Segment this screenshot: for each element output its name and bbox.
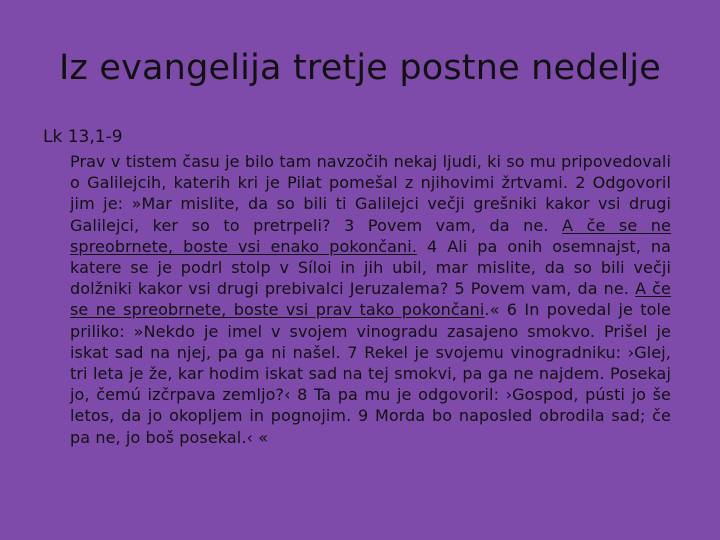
passage-segment-underlined: A če se ne spreobrnete, boste vsi enako pokončani. bbox=[70, 215, 671, 256]
passage-segment-underlined: A če se ne spreobrnete, boste vsi prav tako pokončani bbox=[70, 279, 671, 320]
passage-segment: 4 Ali pa onih osemnajst, na katere se je podrl stolp v Síloi in jih ubil, mar mislite, da so bili večji dolžniki kakor vsi drugi prebivalci Jeruzalema? 5 Povem vam, da ne. bbox=[70, 236, 671, 299]
scripture-reference: Lk 13,1-9 bbox=[43, 127, 123, 147]
scripture-passage bbox=[70, 151, 671, 448]
passage-segment: .« 6 In povedal je tole priliko: »Nekdo je imel v svojem vinogradu zasajeno smokvo. Prišel je iskat sad na njej, pa ga ni našel. 7 Rekel je svojemu vinogradniku: ›Glej, tri leta je že, kar hodim iskat sad na tej smokvi, pa ga ne najdem. Posekaj jo, čemú izčrpava zemljo?‹ 8 Ta pa mu je odgovoril: ›Gospod, pústi jo še letos, da jo okopljem in pognojim. 9 Morda bo naposled obrodila sad; če pa ne, jo boš posekal.‹ « bbox=[70, 300, 671, 447]
slide-title: Iz evangelija tretje postne nedelje bbox=[58, 48, 662, 88]
passage-segment: Prav v tistem času je bilo tam navzočih nekaj ljudi, ki so mu pripovedovali o Galilejcih, katerih kri je Pilat pomešal z njihovimi žrtvami. 2 Odgovoril jim je: »Mar mislite, da so bili ti Galilejci večji grešniki kakor vsi drugi Galilejci, ker so to pretrpeli? 3 Povem vam, da ne. bbox=[70, 152, 671, 235]
